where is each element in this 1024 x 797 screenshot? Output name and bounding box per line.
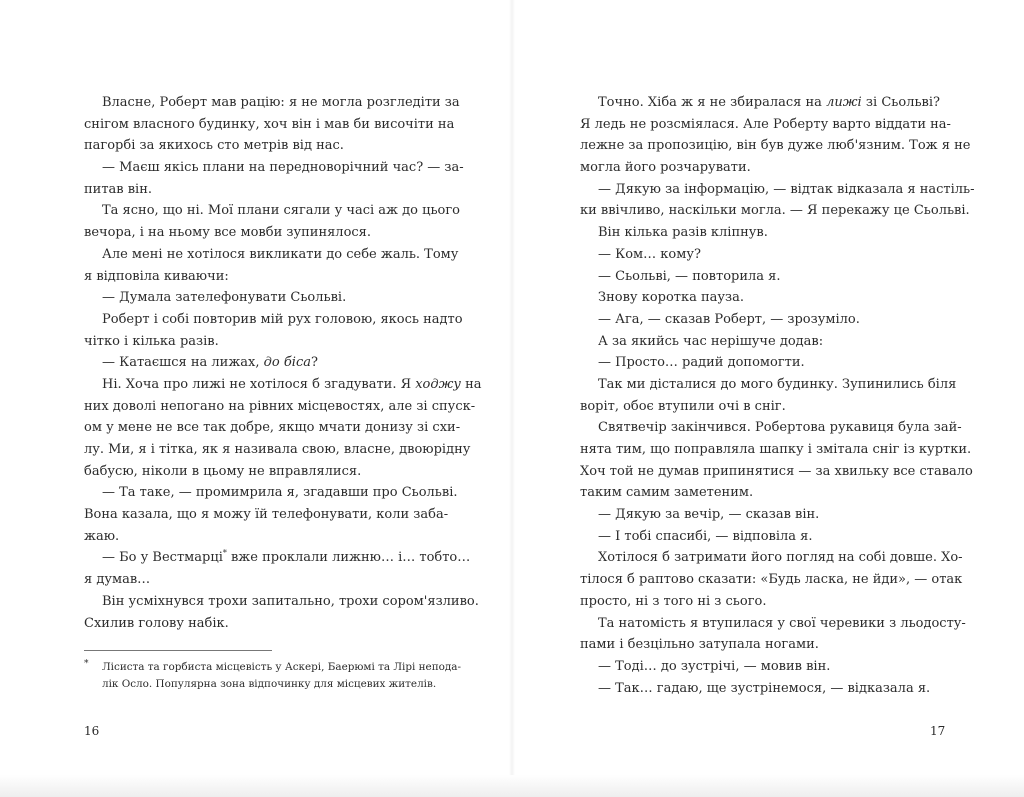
line-text: Хотілося б затримати його погляд на собі довше. Хо- <box>598 550 963 566</box>
text-line <box>84 200 460 222</box>
footnote-mark: * <box>84 659 89 669</box>
left-page-body <box>84 92 482 634</box>
book-gutter <box>509 0 515 797</box>
text-line <box>580 634 940 656</box>
line-text: — Тоді… до зустрічі, — мовив він. <box>598 658 831 674</box>
text-line <box>580 678 940 700</box>
text-line <box>84 179 444 201</box>
line-text: Точно. Хіба ж я не збиралася на <box>598 95 827 110</box>
text-line <box>580 417 962 439</box>
text-line <box>580 569 963 591</box>
text-line <box>84 439 471 461</box>
text-line <box>84 135 444 157</box>
italic-word: до біса <box>263 355 311 371</box>
page-bottom-shadow <box>0 775 1024 797</box>
text-line <box>84 309 463 331</box>
footnote-line: лік Осло. Популярна зона відпочинку для місцевих жителів. <box>102 678 437 690</box>
text-line <box>84 547 471 569</box>
text-line <box>580 352 940 374</box>
text-line <box>580 461 973 483</box>
line-text: ки ввічливо, наскільки могла. — Я перекажу це Сьольві. <box>580 203 970 219</box>
line-text: таким самим заметеним. <box>580 485 754 501</box>
line-text: Він усміхнувся трохи запитально, трохи сором'язливо. <box>102 593 479 609</box>
text-line <box>84 222 444 244</box>
text-line <box>580 179 975 201</box>
text-line <box>580 374 957 396</box>
text-line <box>580 331 940 353</box>
line-text: — Бо у Вестмарці <box>102 550 223 566</box>
line-text: — Сьольві, — повторила я. <box>598 268 781 284</box>
line-text: А за якийсь час нерішуче додав: <box>598 333 824 349</box>
text-line <box>580 244 940 266</box>
line-text: я відповіла киваючи: <box>84 268 229 284</box>
line-text: Роберт і собі повторив мій рух головою, якось надто <box>102 311 463 327</box>
line-text: зі Сьольві? <box>861 95 940 110</box>
line-text: на <box>460 376 482 392</box>
text-line <box>84 374 482 396</box>
line-text: Святвечір закінчився. Робертова рукавиця була зай- <box>598 420 962 436</box>
line-text: Він кілька разів кліпнув. <box>598 225 768 241</box>
line-text: Хоч той не думав припинятися — за хвильку все ставало <box>580 463 973 479</box>
text-line <box>84 287 444 309</box>
line-text: Ні. Хоча про лижі не хотілося б згадувати. Я <box>102 376 416 392</box>
text-line <box>84 591 479 613</box>
line-text: вже проклали лижню… і… тобто… <box>226 550 471 566</box>
line-text: пагорбі за якихось сто метрів від нас. <box>84 138 344 154</box>
text-line <box>580 591 940 613</box>
footnote-ref: * <box>222 549 227 559</box>
text-line <box>580 287 940 309</box>
line-text: Та натомість я втупилася у свої черевики з льодосту- <box>598 615 966 631</box>
line-text: чітко і кілька разів. <box>84 333 219 349</box>
line-text: питав він. <box>84 181 152 197</box>
line-text: Та ясно, що ні. Мої плани сягали у часі аж до цього <box>102 203 460 219</box>
line-text: — Просто… радий допомогти. <box>598 355 805 371</box>
line-text: Знову коротка пауза. <box>598 290 745 306</box>
page-number: 17 <box>930 724 946 738</box>
text-line <box>580 482 940 504</box>
line-text: — Дякую за вечір, — сказав він. <box>598 507 820 523</box>
text-line <box>84 613 444 635</box>
text-line <box>580 547 963 569</box>
line-text: тілося б раптово сказати: «Будь ласка, не йди», — отак <box>580 572 963 588</box>
line-text: снігом власного будинку, хоч він і мав би височіти на <box>84 116 455 132</box>
line-text: Вона казала, що я можу їй телефонувати, коли заба- <box>84 507 449 523</box>
line-text: бабусю, ніколи в цьому не вправлялися. <box>84 463 362 479</box>
line-text: Але мені не хотілося викликати до себе жаль. Тому <box>102 246 459 262</box>
text-line <box>580 656 940 678</box>
text-line <box>580 222 940 244</box>
text-line <box>580 200 970 222</box>
italic-word: лижі <box>826 95 862 110</box>
footnote <box>84 659 461 693</box>
text-line <box>580 266 940 288</box>
text-line <box>580 526 940 548</box>
text-line <box>84 417 461 439</box>
line-text: Схилив голову набік. <box>84 615 229 631</box>
text-line <box>580 135 971 157</box>
line-text: просто, ні з того ні з сього. <box>580 593 767 609</box>
text-line <box>84 504 449 526</box>
line-text: лу. Ми, я і тітка, як я називала свою, власне, двоюрідну <box>84 442 471 457</box>
text-line <box>84 92 460 114</box>
line-text: воріт, обоє втупили очі в сніг. <box>580 398 786 414</box>
text-line <box>84 526 444 548</box>
footnote-line: Лісиста та горбиста місцевість у Аскері, Баерюмі та Лірі непода- <box>102 661 461 673</box>
line-text: могла його розчарувати. <box>580 160 751 176</box>
line-text: нята тим, що поправляла шапку і змітала сніг із куртки. <box>580 442 972 457</box>
text-line <box>84 331 444 353</box>
text-line <box>580 157 940 179</box>
text-line <box>84 569 444 591</box>
text-line <box>84 266 444 288</box>
italic-word: ходжу <box>415 376 461 392</box>
page-number: 16 <box>84 724 100 738</box>
text-line <box>580 114 951 136</box>
line-text: — Думала зателефонувати Сьольві. <box>102 290 347 306</box>
line-text: Так ми дісталися до мого будинку. Зупинились біля <box>598 376 957 392</box>
line-text: — Так… гадаю, ще зустрінемося, — відказала я. <box>598 680 931 696</box>
line-text: Я ледь не розсміялася. Але Роберту варто віддати на- <box>580 116 951 132</box>
right-page-body <box>580 92 975 699</box>
line-text: — І тобі спасибі, — відповіла я. <box>598 528 813 544</box>
text-line <box>84 157 464 179</box>
text-line <box>84 396 476 418</box>
text-line <box>84 482 458 504</box>
line-text: — Маєш якісь плани на передноворічний час? — за- <box>102 160 464 176</box>
line-text: пами і безцільно затупала ногами. <box>580 637 819 653</box>
line-text: лежне за пропозицію, він був дуже люб'язним. Тож я не <box>580 138 971 154</box>
text-line <box>580 396 940 418</box>
line-text: жаю. <box>84 528 120 544</box>
line-text: ом у мене не все так добре, якщо мчати донизу зі схи- <box>84 420 461 436</box>
text-line <box>580 92 940 114</box>
line-text: ? <box>310 355 318 371</box>
text-line <box>580 504 940 526</box>
line-text: вечора, і на ньому все мовби зупинялося. <box>84 225 372 241</box>
line-text: — Катаєшся на лижах, <box>102 355 264 371</box>
text-line <box>84 244 459 266</box>
line-text: Власне, Роберт мав рацію: я не могла розгледіти за <box>102 95 460 110</box>
text-line <box>580 439 972 461</box>
line-text: я думав… <box>84 572 151 588</box>
text-line <box>84 461 444 483</box>
text-line <box>580 309 940 331</box>
line-text: — Ага, — сказав Роберт, — зрозуміло. <box>598 311 860 327</box>
text-line <box>84 114 455 136</box>
text-line <box>580 613 966 635</box>
right-page <box>512 0 1024 797</box>
line-text: — Ком… кому? <box>598 246 701 262</box>
line-text: — Та таке, — промимрила я, згадавши про Сьольві. <box>102 485 458 501</box>
line-text: них доволі непогано на рівних місцевостях, але зі спуск- <box>84 398 476 414</box>
footnote-rule <box>84 650 272 651</box>
line-text: — Дякую за інформацію, — відтак відказала я настіль- <box>598 181 975 197</box>
text-line <box>84 352 444 374</box>
